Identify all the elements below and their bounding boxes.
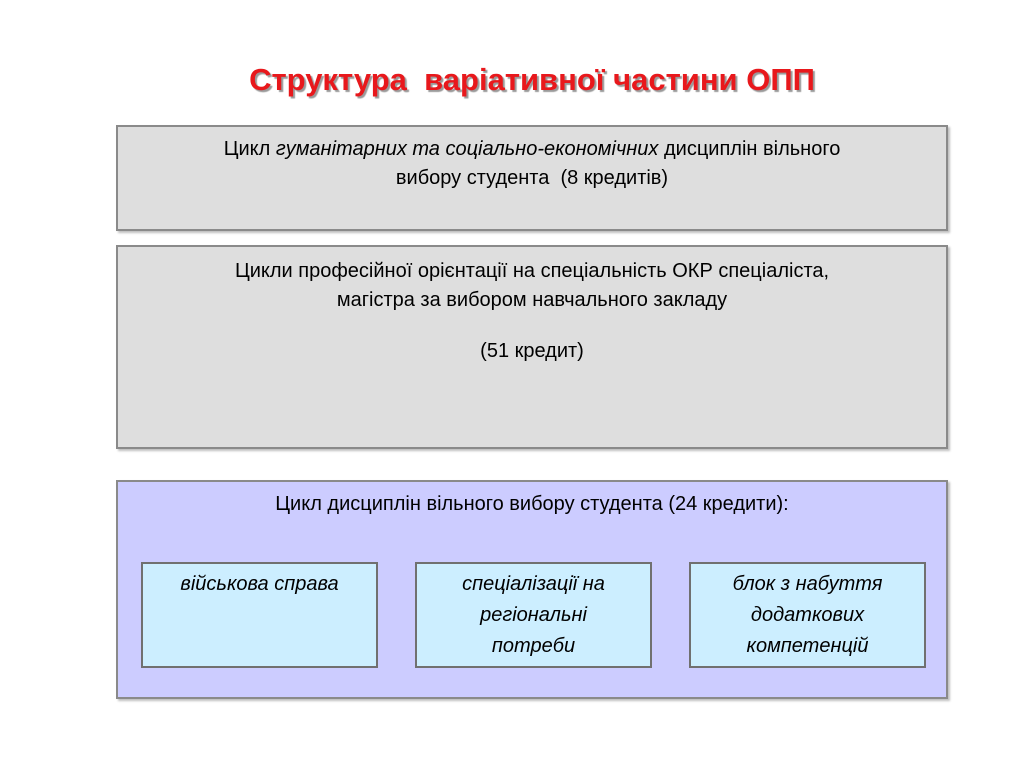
regional-specialization-block [415, 562, 652, 668]
page-title: Структура варіативної частини ОПП [249, 62, 815, 97]
professional-orientation-box [116, 245, 948, 449]
professional-orientation-line-2: магістра за вибором навчального закладу [336, 289, 728, 311]
free-choice-heading: Цикл дисциплін вільного вибору студента (24 кредити): [275, 493, 789, 515]
humanities-suffix: дисциплін вільного [658, 138, 841, 160]
professional-orientation-credits: (51 кредит) [480, 340, 584, 362]
professional-orientation-line-1: Цикли професійної орієнтації на спеціальність ОКР спеціаліста, [234, 260, 830, 282]
regional-specialization-line-2: регіональні [480, 604, 587, 626]
regional-specialization-line-3: потреби [491, 635, 576, 657]
military-affairs-line-1: військова справа [180, 573, 339, 595]
military-affairs-block [141, 562, 378, 668]
humanities-cycle-box [116, 125, 948, 231]
free-choice-cycle-box [116, 480, 948, 699]
humanities-italic-text: гуманітарних та соціально-економічних [275, 138, 659, 160]
humanities-cycle-line-2: вибору студента (8 кредитів) [395, 167, 669, 189]
additional-competencies-line-1: блок з набуття [732, 573, 883, 595]
regional-specialization-line-1: спеціалізації на [462, 573, 605, 595]
additional-competencies-line-3: компетенцій [746, 635, 869, 657]
humanities-cycle-line-1 [118, 135, 946, 164]
humanities-prefix: Цикл [223, 138, 276, 160]
additional-competencies-line-2: додаткових [750, 604, 865, 626]
additional-competencies-block [689, 562, 926, 668]
